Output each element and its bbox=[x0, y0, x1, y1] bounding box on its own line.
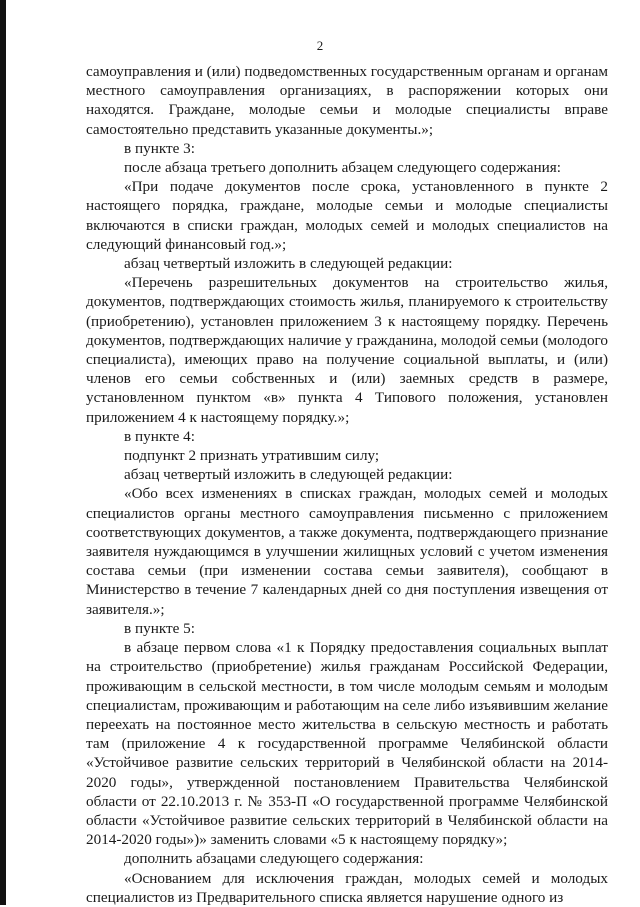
paragraph-fourth-redaction: абзац четвертый изложить в следующей редакции: bbox=[124, 255, 453, 273]
paragraph-fourth-redaction-2: абзац четвертый изложить в следующей редакции: bbox=[124, 466, 453, 484]
paragraph-quote-list-changes: «Обо всех изменениях в списках граждан, молодых семей и молодых специалистов органы местного самоуправления письменно с приложением соответствующих документов, а также документа, подтверждающего признание заявителя нуждающимся в улучшении жилищных условий с учетом изменения состава семьи (при изменении состава семьи заявителя), сообщают в Министерство в течение 7 календарных дней со дня поступления извещения от заявителя.»; bbox=[86, 485, 608, 618]
paragraph-quote-deadline: «При подаче документов после срока, установленного в пункте 2 настоящего порядка, граждане, молодые семьи и молодые специалисты включаются в списки граждан, молодых семей и молодых специалистов на следующий финансовый год.»; bbox=[86, 178, 608, 253]
paragraph-quote-documents-list: «Перечень разрешительных документов на строительство жилья, документов, подтверждающих стоимость жилья, планируемого к строительству (приобретению), установлен приложением 3 к настоящему порядку. Перечень документов, подтверждающих наличие у гражданина, молодой семьи (молодого специалиста), имеющих право на получение социальной выплаты, и (или) членов его семьи собственных и (или) заемных средств в размере, установленном пунктом «в» пункта 4 Типового положения, установлен приложением 4 к настоящему порядку.»; bbox=[86, 274, 608, 426]
scan-edge-shadow bbox=[0, 0, 6, 905]
paragraph-subclause-2-void: подпункт 2 признать утратившим силу; bbox=[124, 447, 380, 465]
document-body bbox=[86, 62, 608, 907]
paragraph-add-paragraphs: дополнить абзацами следующего содержания: bbox=[124, 850, 424, 868]
paragraph-clause-5-heading: в пункте 5: bbox=[124, 619, 195, 637]
paragraph-first-words-replace: в абзаце первом слова «1 к Порядку предоставления социальных выплат на строительство (приобретение) жилья гражданам Российской Федерации, проживающим в сельской местности, в том числе молодым семьям и молодым специалистам, проживающим и работающим на селе либо изъявившим желание переехать на постоянное место жительства в сельскую местность и работать там (приложение 4 к государственной программе Челябинской области «Устойчивое развитие сельских территорий в Челябинской области на 2014-2020 годы», утвержденной постановлением Правительства Челябинской области от 22.10.2013 г. № 353-П «О государственной программе Челябинской области «Устойчивое развитие сельских территорий в Челябинской области на 2014-2020 годы»)» заменить словами «5 к настоящему порядку»; bbox=[86, 639, 608, 849]
paragraph-continuation: самоуправления и (или) подведомственных государственным органам и органам местного самоуправления организациях, в распоряжении которых они находятся. Граждане, молодые семьи и молодые специалисты вправе самостоятельно представить указанные документы.»; bbox=[86, 63, 608, 138]
paragraph-clause-3-heading: в пункте 3: bbox=[124, 139, 195, 157]
page-number: 2 bbox=[316, 38, 324, 53]
paragraph-add-after-third: после абзаца третьего дополнить абзацем следующего содержания: bbox=[124, 159, 561, 177]
paragraph-clause-4-heading: в пункте 4: bbox=[124, 427, 195, 445]
paragraph-quote-exclusion-basis: «Основанием для исключения граждан, молодых семей и молодых специалистов из Предварительного списка является нарушение одного из bbox=[86, 869, 608, 906]
